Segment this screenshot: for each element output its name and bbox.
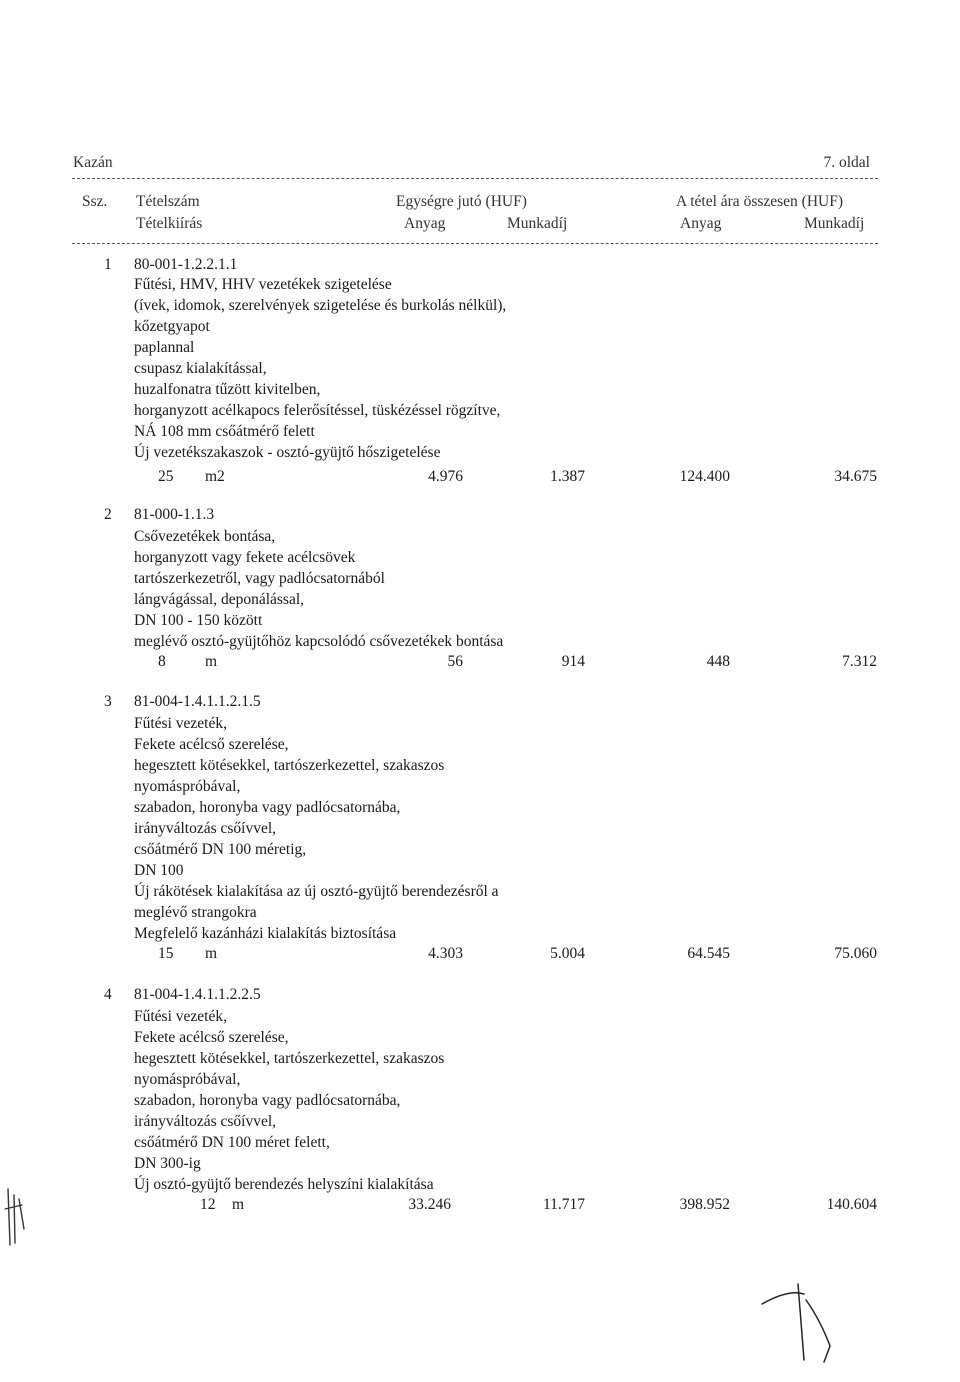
col-header-tetelszam: Tételszám [136, 193, 200, 210]
item-description-line: irányváltozás csőívvel, [134, 820, 277, 837]
document-title: Kazán [73, 154, 113, 171]
item-unit: m [205, 653, 218, 670]
total-labor-price: 34.675 [834, 468, 877, 485]
unit-labor-price: 5.004 [550, 945, 585, 962]
unit-material-price: 4.303 [428, 945, 463, 962]
item-description-line: huzalfonatra tűzött kivitelben, [134, 381, 321, 398]
item-unit: m [232, 1196, 245, 1213]
item-description-line: Fűtési vezeték, [134, 1008, 227, 1025]
total-material-price: 448 [706, 653, 730, 670]
item-description-line: paplannal [134, 339, 195, 356]
handwritten-margin-mark [2, 1185, 28, 1249]
column-header-rule [72, 243, 878, 244]
col-header-tetel-ara: A tétel ára összesen (HUF) [676, 193, 844, 210]
page-number: 7. oldal [823, 154, 870, 171]
item-description-line: csupasz kialakítással, [134, 360, 267, 377]
col-header-munkadij-unit: Munkadíj [507, 215, 568, 232]
item-description-line: DN 100 [134, 862, 184, 879]
item-description-line: (ívek, idomok, szerelvények szigetelése és burkolás nélkül), [134, 297, 507, 314]
item-code: 81-000-1.1.3 [134, 506, 215, 523]
item-quantity: 25 [158, 468, 174, 485]
item-number: 2 [104, 506, 112, 523]
item-description-line: DN 100 - 150 között [134, 612, 263, 629]
item-description-line: Fekete acélcső szerelése, [134, 736, 289, 753]
unit-material-price: 33.246 [408, 1196, 451, 1213]
unit-labor-price: 914 [561, 653, 585, 670]
total-labor-price: 75.060 [834, 945, 877, 962]
item-quantity: 8 [158, 653, 166, 670]
item-description-line: csőátmérő DN 100 méretig, [134, 841, 307, 858]
item-description-line: meglévő osztó-gyüjtőhöz kapcsolódó csővezetékek bontása [134, 633, 504, 650]
item-description-line: Új rákötések kialakítása az új osztó-gyüjtő berendezésről a [134, 883, 499, 900]
unit-labor-price: 1.387 [550, 468, 585, 485]
item-unit: m [205, 945, 218, 962]
item-description-line: irányváltozás csőívvel, [134, 1113, 277, 1130]
item-number: 4 [104, 986, 112, 1003]
item-description-line: NÁ 108 mm csőátmérő felett [134, 423, 315, 440]
unit-material-price: 56 [447, 653, 463, 670]
col-header-ssz: Ssz. [82, 193, 108, 210]
total-material-price: 398.952 [679, 1196, 730, 1213]
item-description-line: lángvágással, deponálással, [134, 591, 305, 608]
total-labor-price: 140.604 [826, 1196, 877, 1213]
item-description-line: nyomáspróbával, [134, 1071, 241, 1088]
item-unit: m2 [205, 468, 225, 485]
item-code: 80-001-1.2.2.1.1 [134, 256, 238, 273]
total-labor-price: 7.312 [842, 653, 877, 670]
item-description-line: Fűtési, HMV, HHV vezetékek szigetelése [134, 276, 392, 293]
col-header-egysegar: Egységre jutó (HUF) [396, 193, 527, 210]
col-header-munkadij-total: Munkadíj [804, 215, 865, 232]
item-description-line: Új vezetékszakaszok - osztó-gyüjtő hőszigetelése [134, 444, 441, 461]
item-description-line: Új osztó-gyüjtő berendezés helyszíni kialakítása [134, 1176, 434, 1193]
header-rule [72, 178, 878, 179]
item-description-line: horganyzott vagy fekete acélcsövek [134, 549, 356, 566]
item-description-line: csőátmérő DN 100 méret felett, [134, 1134, 330, 1151]
item-description-line: nyomáspróbával, [134, 778, 241, 795]
item-code: 81-004-1.4.1.1.2.2.5 [134, 986, 261, 1003]
item-description-line: Megfelelő kazánházi kialakítás biztosítása [134, 925, 397, 942]
item-description-line: DN 300-ig [134, 1155, 201, 1172]
col-header-tetelkiiras: Tételkiírás [136, 215, 203, 232]
total-material-price: 124.400 [679, 468, 730, 485]
item-quantity: 12 [200, 1196, 216, 1213]
unit-labor-price: 11.717 [542, 1196, 585, 1213]
handwritten-initials-mark [758, 1278, 854, 1370]
item-description-line: szabadon, horonyba vagy padlócsatornába, [134, 1092, 401, 1109]
item-code: 81-004-1.4.1.1.2.1.5 [134, 693, 261, 710]
item-number: 1 [104, 256, 112, 273]
item-description-line: horganyzott acélkapocs felerősítéssel, tüskézéssel rögzítve, [134, 402, 501, 419]
item-number: 3 [104, 693, 112, 710]
col-header-anyag-total: Anyag [680, 215, 722, 232]
item-description-line: tartószerkezetről, vagy padlócsatornából [134, 570, 385, 587]
item-description-line: kőzetgyapot [134, 318, 210, 335]
item-description-line: szabadon, horonyba vagy padlócsatornába, [134, 799, 401, 816]
col-header-anyag-unit: Anyag [404, 215, 446, 232]
total-material-price: 64.545 [687, 945, 730, 962]
item-description-line: hegesztett kötésekkel, tartószerkezettel, szakaszos [134, 757, 445, 774]
item-description-line: meglévő strangokra [134, 904, 257, 921]
item-description-line: hegesztett kötésekkel, tartószerkezettel, szakaszos [134, 1050, 445, 1067]
item-description-line: Fekete acélcső szerelése, [134, 1029, 289, 1046]
unit-material-price: 4.976 [428, 468, 463, 485]
item-description-line: Fűtési vezeték, [134, 715, 227, 732]
item-description-line: Csővezetékek bontása, [134, 528, 276, 545]
item-quantity: 15 [158, 945, 174, 962]
